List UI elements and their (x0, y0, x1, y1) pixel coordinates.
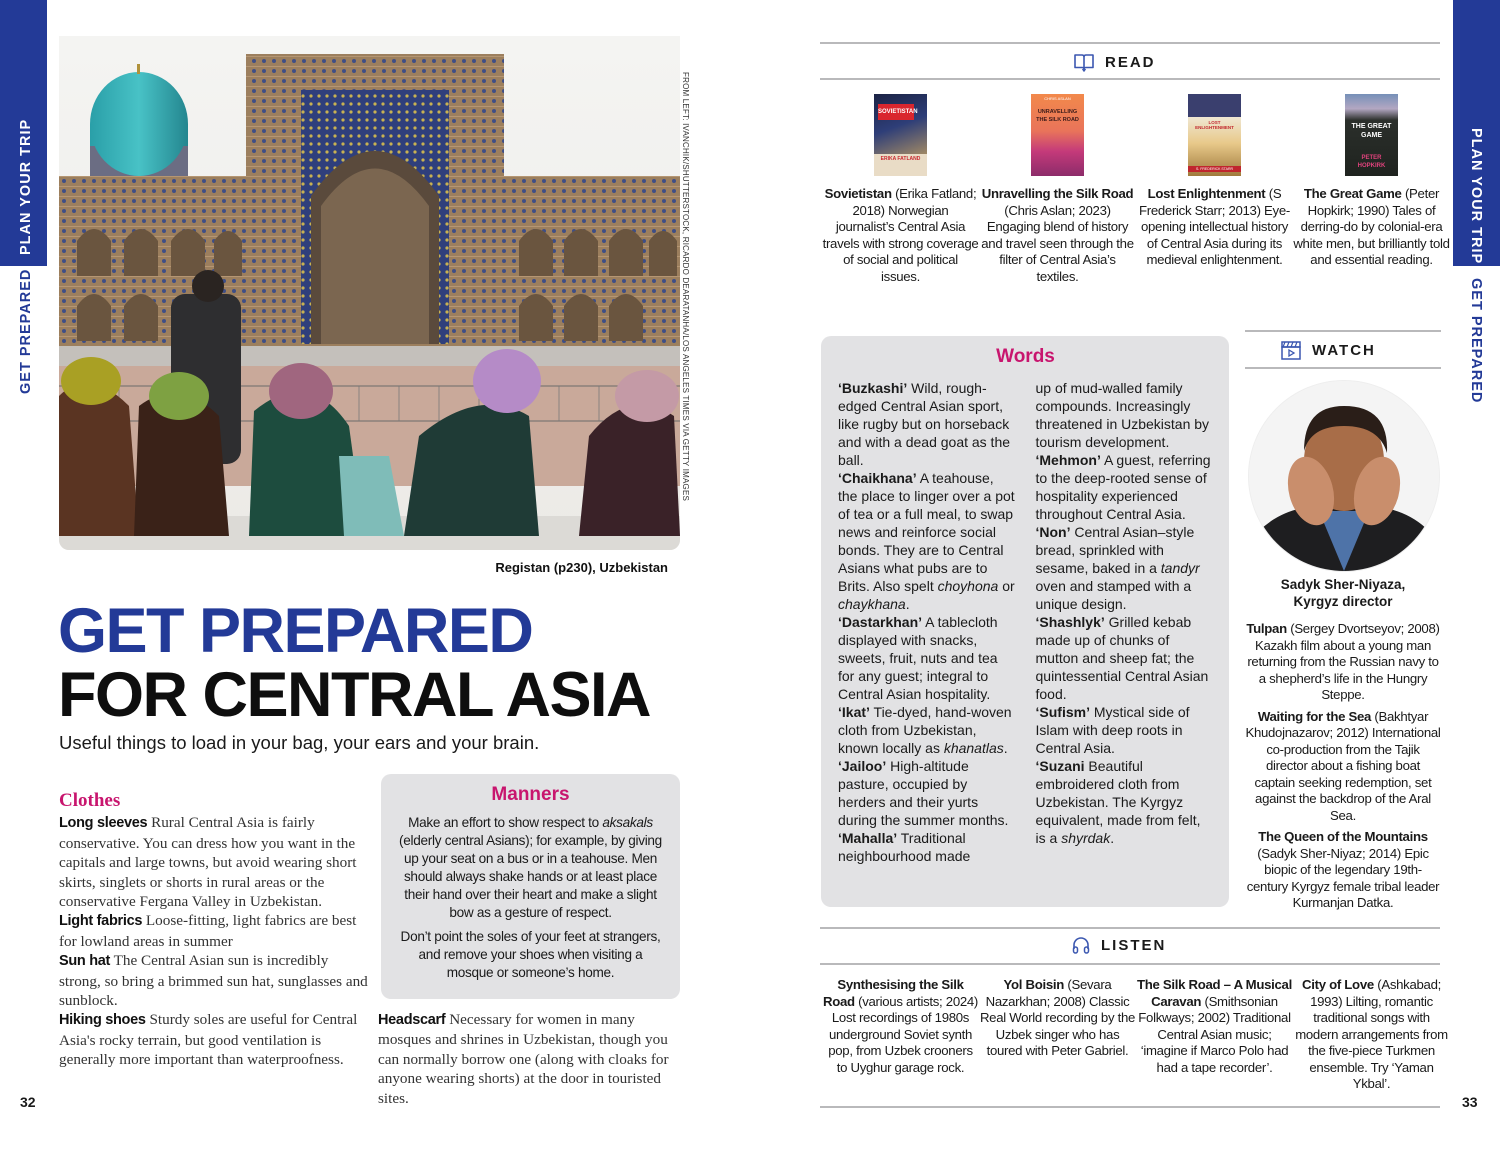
word-definition: Wild, rough-edged Central Asian sport, like rugby but on horseback and with a dead goat as the ball. (838, 380, 1011, 468)
clothes-item (59, 911, 369, 951)
word-entry (838, 829, 1016, 865)
page-number-left: 32 (20, 1094, 36, 1110)
book-cover (874, 94, 927, 176)
watch-header (1280, 339, 1376, 361)
manners-box (381, 774, 680, 999)
cover-title: SOVIETISTAN (878, 104, 914, 120)
book-meta: (Peter Hopkirk; 1990) (1307, 186, 1440, 218)
clothes-text: Sturdy soles are useful for Central Asia's rocky terrain, but good ventilation is generally more important than waterproofness. (59, 1011, 358, 1069)
album-desc: (Smithsonian Folkways; 2002) Traditional Central Asian music; ‘imagine if Marco Polo had had a tape recorder’. (1138, 993, 1291, 1075)
word-definition: oven and stamped with a unique design. (1035, 578, 1192, 612)
clothes-text: Loose-fitting, light fabrics are best for lowland areas in summer (59, 912, 357, 950)
album-desc: (Ashkabad; 1993) Lilting, romantic traditional songs with modern arrangements from the five-piece Turkmen ensemble. Try ‘Yaman Ykbal’. (1295, 977, 1448, 1091)
word-entry (1036, 613, 1214, 703)
word-definition: . (905, 596, 910, 612)
book-icon (1073, 52, 1095, 72)
word-italic: chaykhana (838, 596, 906, 612)
word-definition: High-altitude pasture, occupied by herders and their yurts during the summer months. (838, 758, 1009, 828)
page-subtitle: Useful things to load in your bag, your ears and your brain. (59, 732, 540, 753)
book-description (1293, 186, 1450, 269)
headphones-icon (1071, 935, 1091, 955)
cover-title: LOST ENLIGHTENMENT (1195, 120, 1234, 130)
book-cover (1188, 94, 1241, 176)
word-entry (1036, 523, 1214, 613)
album-title: Synthesising the Silk Road (822, 977, 964, 1009)
clapperboard-icon (1280, 339, 1302, 361)
chapter-label: GET PREPARED (1468, 278, 1484, 404)
word-definition: Mystical side of Islam with deep roots in Central Asia. (1035, 704, 1190, 756)
left-side-tab (0, 0, 47, 420)
word-definition: or (998, 578, 1015, 594)
book-desc: Eye-opening intellectual history of Central Asia during its medieval enlightenment. (1140, 202, 1290, 267)
word-definition: up of mud-walled family compounds. Increasingly threatened in Uzbekistan by tourism development. (1035, 380, 1210, 450)
word-entry (838, 613, 1016, 703)
book-title: The Great Game (1303, 186, 1402, 201)
word-entry (838, 469, 1016, 613)
clothes-term: Hiking shoes (59, 1012, 146, 1029)
clothes-term: Sun hat (59, 953, 111, 970)
film-title: The Queen of the Mountains (1258, 829, 1428, 844)
word-entry (838, 703, 1016, 757)
film-title: Tulpan (1246, 621, 1287, 636)
cover-author: CHRIS ASLAN (1044, 96, 1071, 101)
word-italic: khanatlas (943, 740, 1004, 756)
watch-heading: WATCH (1312, 341, 1376, 359)
page-title-line2: FOR CENTRAL ASIA (58, 660, 651, 730)
clothes-heading: Clothes (59, 790, 121, 811)
word-italic: tandyr (1160, 560, 1200, 576)
album-desc: (Sevara Nazarkhan; 2008) Classic Real World recording by the Uzbek singer who has toured with Peter Gabriel. (979, 977, 1136, 1058)
album-title: City of Love (1302, 977, 1374, 992)
word-italic: choyhona (937, 578, 999, 594)
cover-author: PETER HOPKIRK (1357, 155, 1386, 169)
cover-title: THE GREAT GAME (1351, 123, 1392, 139)
book-desc: Norwegian journalist’s Central Asia travels with strong coverage of social and political issues. (822, 202, 979, 284)
book-description (1136, 186, 1293, 269)
word-entry (1036, 451, 1214, 523)
book-meta: (S Frederick Starr; 2013) (1139, 186, 1282, 218)
director-name: Sadyk Sher-Niyaza, (1280, 577, 1406, 592)
word-term: ‘Suzani (1035, 758, 1085, 774)
cover-title: UNRAVELLING THE SILK ROAD (1036, 109, 1079, 123)
page-title-line1: GET PREPARED (58, 596, 533, 666)
photo-credit: FROM LEFT: IVANCHIK/SHUTTERSTOCK, RICARDO DEARATANHA/LOS ANGELES TIMES VIA GETTY IMAGES (681, 72, 690, 502)
clothes-text: The Central Asian sun is incredibly strong, so bring a brimmed sun hat, sunglasses and sunblock. (59, 952, 368, 1010)
word-term: ‘Buzkashi’ (838, 380, 908, 396)
book-desc: Tales of derring-do by colonial-era white men, but brilliantly told and essential reading. (1293, 202, 1450, 267)
photo-caption: Registan (p230), Uzbekistan (495, 560, 668, 575)
words-heading: Words (996, 346, 1055, 367)
album-title: Yol Boisin (1003, 977, 1065, 992)
portrait-illustration (1249, 381, 1439, 571)
film-list (1245, 621, 1441, 912)
album-item (822, 977, 979, 1093)
book-desc: Engaging blend of history and travel seen through the filter of Central Asia’s textiles. (981, 219, 1134, 284)
film-item (1245, 829, 1441, 912)
album-title: The Silk Road – A Musical Caravan (1137, 977, 1292, 1009)
divider (1245, 367, 1441, 369)
words-column-2 (1036, 379, 1214, 865)
cover-author: ERIKA FATLAND (874, 154, 927, 176)
word-definition: Tie-dyed, hand-woven cloth from Uzbekistan, known locally as (838, 704, 1012, 756)
book-title: Lost Enlightenment (1147, 186, 1266, 201)
word-entry (1036, 379, 1214, 451)
book-item (1293, 94, 1450, 285)
word-term: ‘Sufism’ (1035, 704, 1090, 720)
clothes-item (59, 951, 369, 1010)
registan-photo (59, 36, 680, 550)
registan-illustration (59, 36, 680, 550)
film-item (1245, 621, 1441, 704)
divider (1245, 330, 1441, 332)
book-item (1136, 94, 1293, 285)
book-item (822, 94, 979, 285)
word-definition: A tablecloth displayed with snacks, sweets, fruit, nuts and tea for any guest; integral to Central Asian hospitality. (838, 614, 998, 702)
section-label: PLAN YOUR TRIP (1468, 128, 1484, 265)
album-item (1136, 977, 1293, 1093)
book-cover (1031, 94, 1084, 176)
chapter-label: GET PREPARED (18, 268, 34, 394)
album-desc: (various artists; 2024) Lost recordings of 1980s underground Soviet synth pop, from Uzbek crooners to Uyghur garage rock. (828, 993, 979, 1075)
manners-text: (elderly central Asians); for example, by giving up your seat on a bus or in a teahouse. Men should always shake hands or at least place their hand over their heart and make a slight bow as a gesture of respect. (399, 833, 662, 920)
word-definition: . (1003, 740, 1008, 756)
book-title: Sovietistan (824, 186, 892, 201)
word-term: ‘Ikat’ (838, 704, 870, 720)
cover-author: S. FREDERICK STARR (1188, 166, 1241, 172)
word-definition: A guest, referring to the deep-rooted sense of hospitality experienced throughout Central Asia. (1035, 452, 1211, 522)
word-definition: . (1110, 830, 1115, 846)
album-item (979, 977, 1136, 1093)
divider (820, 42, 1440, 44)
book-meta: (Erika Fatland; 2018) (852, 186, 977, 218)
right-side-tab (1453, 0, 1500, 420)
director-role: Kyrgyz director (1293, 594, 1393, 609)
book-list (822, 94, 1450, 285)
headscarf-item (378, 1010, 678, 1108)
word-term: ‘Shashlyk’ (1035, 614, 1105, 630)
clothes-section (59, 791, 369, 1070)
book-title: Unravelling the Silk Road (981, 186, 1134, 201)
word-entry (838, 379, 1016, 469)
manners-paragraph: Don’t point the soles of your feet at strangers, and remove your shoes when visiting a mosque or someone’s home. (400, 929, 661, 980)
divider (820, 78, 1440, 80)
manners-paragraph (395, 814, 666, 922)
words-column-1 (838, 379, 1016, 865)
film-desc: (Sergey Dvortseyov; 2008) Kazakh film about a young man returning from the Russian navy to a shepherd’s life in the Hungry Steppe. (1247, 621, 1440, 702)
divider (820, 1106, 1440, 1108)
words-columns (838, 379, 1213, 865)
read-heading: READ (1105, 53, 1156, 71)
book-cover (1345, 94, 1398, 176)
word-entry (1036, 703, 1214, 757)
page-number-right: 33 (1462, 1094, 1478, 1110)
headscarf-text: Necessary for women in many mosques and shrines in Uzbekistan, though you can normally borrow one (along with cloaks for anyone wearing shorts) at the door in touristed sites. (378, 1011, 669, 1107)
clothes-text: Rural Central Asia is fairly conservative. You can dress how you want in the capitals and large towns, but avoid wearing short skirts, singlets or shorts in rural areas or the conservative Fergana Valley in Uzbekistan. (59, 814, 357, 911)
clothes-term: Long sleeves (59, 815, 148, 832)
book-item (979, 94, 1136, 285)
book-meta: (Chris Aslan; 2023) (1004, 202, 1111, 218)
word-term: ‘Jailoo’ (838, 758, 887, 774)
clothes-item (59, 1010, 369, 1069)
word-term: ‘Non’ (1035, 524, 1071, 540)
word-italic: shyrdak (1061, 830, 1111, 846)
book-description (822, 186, 979, 285)
director-caption (1245, 576, 1441, 610)
word-definition: Traditional neighbourhood made (838, 830, 971, 864)
manners-text: Make an effort to show respect to (408, 815, 603, 830)
clothes-term: Light fabrics (59, 913, 143, 930)
film-title: Waiting for the Sea (1257, 708, 1372, 724)
divider (820, 963, 1440, 965)
word-entry (838, 757, 1016, 829)
manners-heading: Manners (491, 784, 570, 805)
word-definition: Central Asian–style bread, sprinkled with sesame, baked in a (1035, 524, 1195, 576)
manners-italic: aksakals (602, 815, 653, 830)
word-term: ‘Mahalla’ (838, 830, 898, 846)
word-definition: Beautiful embroidered cloth from Uzbekistan. The Kyrgyz equivalent, made from felt, is a (1035, 758, 1201, 846)
word-term: ‘Mehmon’ (1035, 452, 1101, 468)
word-definition: Grilled kebab made up of chunks of mutton and sheep fat; the quintessential Central Asian food. (1035, 614, 1209, 702)
director-portrait (1249, 381, 1439, 571)
section-label: PLAN YOUR TRIP (18, 118, 34, 255)
album-item (1293, 977, 1450, 1093)
listen-header (1071, 935, 1166, 955)
album-list (822, 977, 1450, 1093)
headscarf-term: Headscarf (378, 1012, 446, 1028)
listen-heading: LISTEN (1101, 936, 1167, 954)
divider (820, 927, 1440, 929)
word-definition: A teahouse, the place to linger over a pot of tea or a full meal, to swap news and reinforce social bonds. They are to Central Asians what pubs are to Brits. Also spelt (838, 470, 1015, 594)
word-entry (1036, 757, 1214, 847)
clothes-item (59, 813, 369, 911)
book-description (979, 186, 1136, 285)
film-desc: (Sadyk Sher-Niyaz; 2014) Epic biopic of the legendary 19th-century Kyrgyz female tribal leader Kurmanjan Datka. (1246, 845, 1440, 910)
word-term: ‘Dastarkhan’ (838, 614, 923, 630)
film-item (1245, 709, 1441, 825)
words-box (821, 336, 1229, 907)
word-term: ‘Chaikhana’ (838, 470, 917, 486)
read-header (1073, 52, 1156, 72)
film-desc: (Bakhtyar Khudojnazarov; 2012) International co-production from the Tajik director about a fishing boat captain seeking redemption, set against the backdrop of the Aral Sea. (1245, 708, 1441, 823)
